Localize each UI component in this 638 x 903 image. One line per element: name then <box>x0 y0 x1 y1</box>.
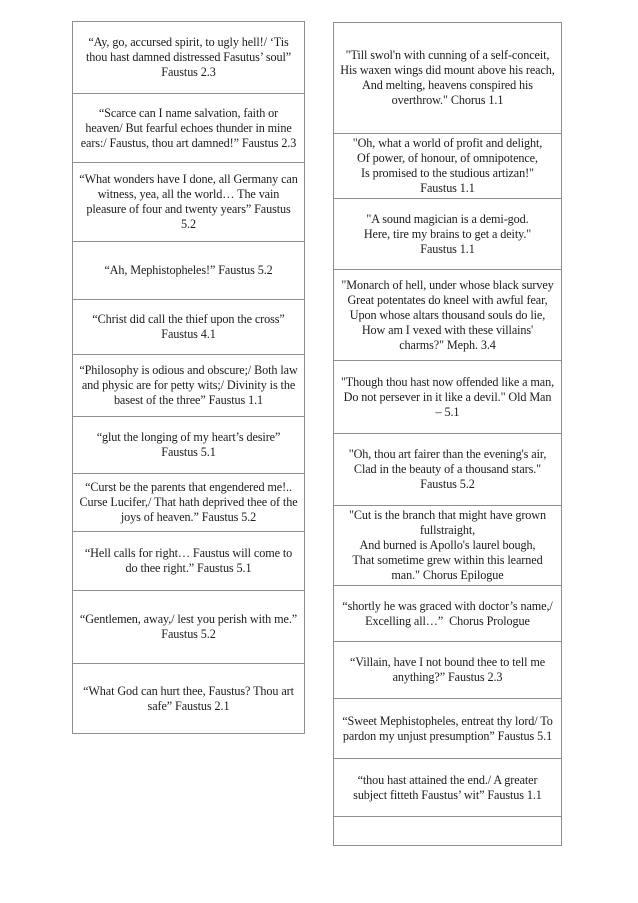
quote-text: “thou hast attained the end./ A greater subject fitteth Faustus’ wit” Faustus 1.1 <box>353 772 542 802</box>
quote-cell <box>333 816 562 846</box>
quote-text: Upon whose altars thousand souls do lie, <box>349 307 546 322</box>
quote-text: “Scarce can I name salvation, faith or heaven/ But fearful echoes thunder in mine ears:/ Faustus, thou art damned!” Faustus 2.3 <box>80 105 297 150</box>
quote-text: "Monarch of hell, under whose black survey <box>341 277 554 292</box>
quote-text: His waxen wings did mount above his reach, <box>340 63 555 77</box>
quote-cell <box>72 416 305 474</box>
quote-cell <box>72 93 305 163</box>
quote-cell <box>72 663 305 734</box>
quote-cell <box>333 433 562 506</box>
quote-text: “Gentlemen, away,/ lest you perish with me.” Faustus 5.2 <box>79 612 301 641</box>
quote-text: "Oh, thou art fairer than the evening's air, <box>348 447 547 461</box>
quote-cell <box>333 698 562 759</box>
quote-cell <box>333 585 562 642</box>
quote-cell <box>72 473 305 532</box>
quote-table-left <box>72 21 305 734</box>
quote-cell <box>72 241 305 300</box>
quote-text: Is promised to the studious artizan!" <box>361 166 534 180</box>
quote-text: “Hell calls for right… Faustus will come to do thee right.” Faustus 5.1 <box>84 546 296 575</box>
quote-text: “Villain, have I not bound thee to tell me anything?” Faustus 2.3 <box>349 655 548 684</box>
quote-cell <box>333 133 562 199</box>
quote-text: “Philosophy is odious and obscure;/ Both law and physic are for petty wits;/ Divinity is the basest of the three” Faustus 1.1 <box>79 363 301 407</box>
quote-text: "A sound magician is a demi-god. <box>366 211 529 226</box>
quote-text: And burned is Apollo's laurel bough, <box>359 538 536 552</box>
quote-text: “glut the longing of my heart’s desire” Faustus 5.1 <box>96 430 284 459</box>
quote-text: Do not persever in it like a devil." Old Man – 5.1 <box>343 389 555 419</box>
quote-table-right <box>333 22 562 846</box>
quote-text: Clad in the beauty of a thousand stars." <box>353 462 542 476</box>
quote-cell <box>72 590 305 664</box>
quote-cell <box>333 22 562 134</box>
quote-text: “Sweet Mephistopheles, entreat thy lord/ To pardon my unjust presumption” Faustus 5.1 <box>342 713 556 743</box>
quote-text: "Oh, what a world of profit and delight, <box>352 136 543 150</box>
quote-text: That sometime grew within this learned man." Chorus Epilogue <box>352 553 546 582</box>
quote-text: “shortly he was graced with doctor’s name,/ Excelling all…” Chorus Prologue <box>342 598 556 628</box>
quote-cell <box>72 299 305 355</box>
quote-text: “What God can hurt thee, Faustus? Thou art safe” Faustus 2.1 <box>83 683 297 713</box>
quote-text: Faustus 1.1 <box>420 181 475 195</box>
quote-text: Faustus 1.1 <box>420 241 475 256</box>
quote-text: Here, tire my brains to get a deity." <box>363 226 532 241</box>
quote-cell <box>333 360 562 434</box>
quote-cell <box>333 198 562 270</box>
quote-cell <box>333 758 562 817</box>
quote-cell <box>72 531 305 591</box>
quote-text: “Ah, Mephistopheles!” Faustus 5.2 <box>104 263 273 277</box>
quote-text: “Christ did call the thief upon the cross” Faustus 4.1 <box>92 312 288 341</box>
quote-text: Of power, of honour, of omnipotence, <box>357 151 538 165</box>
quote-cell <box>333 505 562 586</box>
quote-text: “Ay, go, accursed spirit, to ugly hell!/ ‘Tis thou hast damned distressed Fasutus’ soul” Faustus 2.3 <box>85 35 294 79</box>
quote-text: Faustus 5.2 <box>420 477 475 491</box>
quote-cell <box>72 21 305 94</box>
quote-text: "Though thou hast now offended like a man, <box>340 374 555 389</box>
quote-cell <box>72 354 305 417</box>
quote-text: “What wonders have I done, all Germany can witness, yea, all the world… The vain pleasure of four and twenty years” Faustus 5.2 <box>79 172 301 231</box>
quote-cell <box>72 162 305 242</box>
quote-text: "Cut is the branch that might have grown fullstraight, <box>349 508 549 537</box>
quote-cell <box>333 641 562 699</box>
quote-text: "Till swol'n with cunning of a self-conceit, <box>345 48 550 62</box>
quote-text: Great potentates do kneel with awful fear, <box>347 292 548 307</box>
quote-text: And melting, heavens conspired his overthrow." Chorus 1.1 <box>362 78 536 107</box>
quote-text: “Curst be the parents that engendered me!.. Curse Lucifer,/ That hath deprived thee of the joys of heaven.” Faustus 5.2 <box>79 480 301 524</box>
quote-text: How am I vexed with these villains' charms?" Meph. 3.4 <box>361 322 537 352</box>
quote-cell <box>333 269 562 361</box>
